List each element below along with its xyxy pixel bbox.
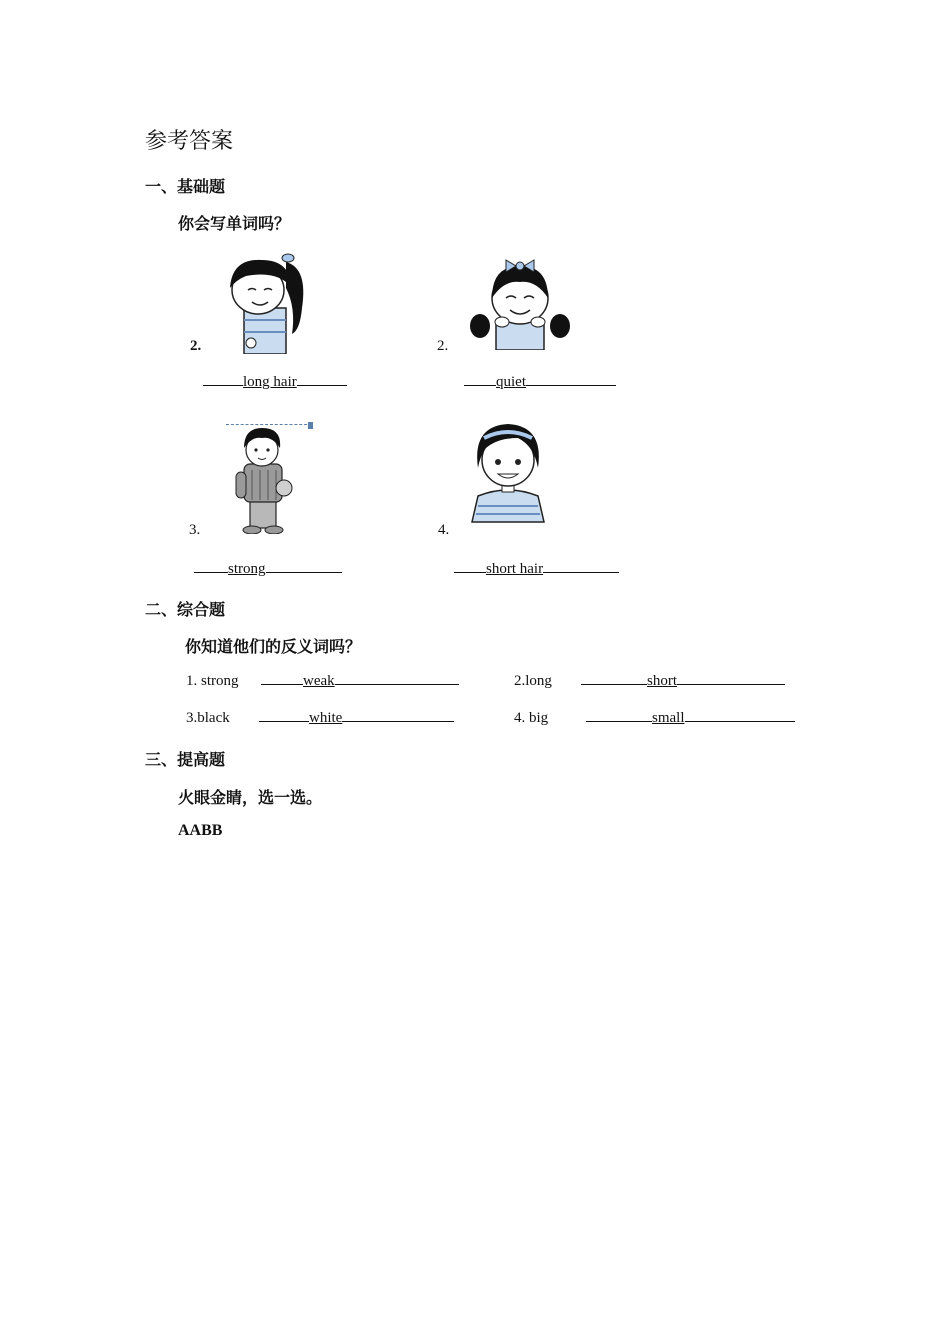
antonym-answer-line [259,710,454,727]
antonym-word: 3.black [186,710,230,726]
antonym-word: 4. big [514,710,549,726]
antonym-answer-line [261,673,459,690]
girl-ponytail-icon [216,248,316,354]
instruction-choose: 火眼金睛，选一选。 [178,790,323,807]
section-heading-comprehensive: 二、综合题 [145,602,226,619]
girl-pigtails-icon [466,252,572,350]
item-number: 4. [438,522,450,538]
antonym-word: 2.long [514,673,552,689]
answer-line [194,561,342,578]
page-title: 参考答案 [145,128,234,153]
answer-small: small [652,710,685,726]
instruction-antonyms: 你知道他们的反义词吗？ [185,639,362,656]
antonym-answer-line [581,673,785,690]
answer-strong: strong [228,561,266,577]
answer-line [203,374,347,391]
item-number: 2. [190,338,202,354]
answer-weak: weak [303,673,335,689]
answer-choices: AABB [178,822,223,839]
answer-short: short [647,673,677,689]
answer-quiet: quiet [496,374,526,390]
answer-short-hair: short hair [486,561,544,577]
answer-line [454,561,619,578]
antonym-answer-line [586,710,795,727]
boy-ball-icon [232,426,294,534]
answer-long-hair: long hair [243,374,297,390]
resize-handle [308,422,313,429]
item-number: 3. [189,522,201,538]
girl-short-hair-icon [458,418,558,528]
section-heading-advanced: 三、提高题 [145,752,226,769]
item-number: 2. [437,338,449,354]
answer-line [464,374,616,391]
instruction-write-words: 你会写单词吗？ [178,216,291,233]
section-heading-basic: 一、基础题 [145,179,226,196]
answer-white: white [309,710,343,726]
antonym-word: 1. strong [186,673,239,689]
selection-border [226,424,312,425]
